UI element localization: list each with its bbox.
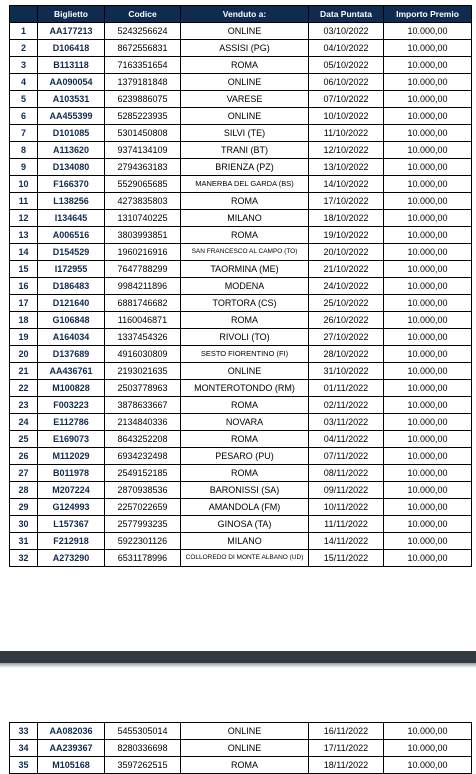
cell-prize: 10.000,00	[384, 227, 472, 244]
table-row	[10, 91, 472, 108]
cell-number: 28	[10, 482, 38, 499]
cell-code: 9374134109	[105, 142, 181, 159]
cell-code: 2870938536	[105, 482, 181, 499]
cell-sold-to: BRIENZA (PZ)	[181, 159, 309, 176]
cell-code: 2503778963	[105, 380, 181, 397]
cell-sold-to: ONLINE	[181, 740, 309, 757]
cell-date: 19/10/2022	[309, 227, 384, 244]
cell-prize: 10.000,00	[384, 550, 472, 567]
cell-date: 07/11/2022	[309, 448, 384, 465]
table-row	[10, 295, 472, 312]
cell-prize: 10.000,00	[384, 159, 472, 176]
cell-date: 01/11/2022	[309, 380, 384, 397]
table-row	[10, 757, 472, 774]
cell-date: 10/10/2022	[309, 108, 384, 125]
cell-sold-to: RIVOLI (TO)	[181, 329, 309, 346]
cell-prize: 10.000,00	[384, 499, 472, 516]
cell-ticket: A273290	[38, 550, 105, 567]
cell-prize: 10.000,00	[384, 210, 472, 227]
cell-ticket: D137689	[38, 346, 105, 363]
cell-number: 16	[10, 278, 38, 295]
page-break-bar	[0, 651, 476, 663]
cell-prize: 10.000,00	[384, 397, 472, 414]
cell-sold-to: TORTORA (CS)	[181, 295, 309, 312]
cell-ticket: D186483	[38, 278, 105, 295]
cell-prize: 10.000,00	[384, 482, 472, 499]
cell-prize: 10.000,00	[384, 295, 472, 312]
cell-date: 09/11/2022	[309, 482, 384, 499]
cell-ticket: F003223	[38, 397, 105, 414]
cell-ticket: M100828	[38, 380, 105, 397]
cell-code: 1379181848	[105, 74, 181, 91]
cell-ticket: L138256	[38, 193, 105, 210]
table-row	[10, 482, 472, 499]
cell-ticket: I172955	[38, 261, 105, 278]
cell-sold-to: ONLINE	[181, 23, 309, 40]
cell-sold-to: MILANO	[181, 533, 309, 550]
cell-number: 31	[10, 533, 38, 550]
cell-number: 15	[10, 261, 38, 278]
cell-ticket: G106848	[38, 312, 105, 329]
cell-date: 18/10/2022	[309, 210, 384, 227]
cell-ticket: D154529	[38, 244, 105, 261]
cell-sold-to: MONTEROTONDO (RM)	[181, 380, 309, 397]
cell-prize: 10.000,00	[384, 176, 472, 193]
cell-prize: 10.000,00	[384, 516, 472, 533]
table-row	[10, 312, 472, 329]
cell-number: 25	[10, 431, 38, 448]
cell-number: 32	[10, 550, 38, 567]
cell-sold-to: ROMA	[181, 397, 309, 414]
table-row	[10, 40, 472, 57]
cell-ticket: A113620	[38, 142, 105, 159]
cell-code: 6934232498	[105, 448, 181, 465]
cell-code: 3597262515	[105, 757, 181, 774]
cell-prize: 10.000,00	[384, 363, 472, 380]
table-row	[10, 397, 472, 414]
table-row	[10, 244, 472, 261]
cell-date: 14/10/2022	[309, 176, 384, 193]
cell-number: 12	[10, 210, 38, 227]
cell-ticket: B113118	[38, 57, 105, 74]
table-body-page-2	[10, 723, 472, 774]
cell-date: 31/10/2022	[309, 363, 384, 380]
cell-number: 6	[10, 108, 38, 125]
cell-code: 7647788299	[105, 261, 181, 278]
cell-ticket: I134645	[38, 210, 105, 227]
cell-date: 28/10/2022	[309, 346, 384, 363]
cell-sold-to: ROMA	[181, 757, 309, 774]
table-row	[10, 142, 472, 159]
cell-ticket: B011978	[38, 465, 105, 482]
table-row	[10, 448, 472, 465]
cell-date: 27/10/2022	[309, 329, 384, 346]
cell-date: 11/10/2022	[309, 125, 384, 142]
cell-sold-to: ROMA	[181, 57, 309, 74]
cell-code: 5922301126	[105, 533, 181, 550]
cell-number: 27	[10, 465, 38, 482]
cell-sold-to: MANERBA DEL GARDA (BS)	[181, 176, 309, 193]
cell-number: 14	[10, 244, 38, 261]
cell-number: 10	[10, 176, 38, 193]
cell-sold-to: COLLOREDO DI MONTE ALBANO (UD)	[181, 550, 309, 567]
table-row	[10, 278, 472, 295]
cell-ticket: AA090054	[38, 74, 105, 91]
cell-ticket: A103531	[38, 91, 105, 108]
cell-sold-to: PESARO (PU)	[181, 448, 309, 465]
cell-code: 8672556831	[105, 40, 181, 57]
cell-ticket: D106418	[38, 40, 105, 57]
cell-ticket: M112029	[38, 448, 105, 465]
cell-date: 15/11/2022	[309, 550, 384, 567]
cell-prize: 10.000,00	[384, 91, 472, 108]
cell-ticket: L157367	[38, 516, 105, 533]
cell-sold-to: ROMA	[181, 431, 309, 448]
cell-sold-to: SILVI (TE)	[181, 125, 309, 142]
cell-sold-to: SAN FRANCESCO AL CAMPO (TO)	[181, 244, 309, 261]
cell-date: 10/11/2022	[309, 499, 384, 516]
cell-code: 5285223935	[105, 108, 181, 125]
cell-number: 13	[10, 227, 38, 244]
cell-date: 26/10/2022	[309, 312, 384, 329]
cell-sold-to: ASSISI (PG)	[181, 40, 309, 57]
cell-code: 6881746682	[105, 295, 181, 312]
cell-date: 08/11/2022	[309, 465, 384, 482]
cell-prize: 10.000,00	[384, 346, 472, 363]
cell-ticket: D101085	[38, 125, 105, 142]
cell-code: 2193021635	[105, 363, 181, 380]
table-row	[10, 74, 472, 91]
cell-prize: 10.000,00	[384, 533, 472, 550]
table-row	[10, 108, 472, 125]
table-row	[10, 57, 472, 74]
cell-code: 5243256624	[105, 23, 181, 40]
cell-sold-to: ROMA	[181, 312, 309, 329]
cell-ticket: F212918	[38, 533, 105, 550]
cell-date: 11/11/2022	[309, 516, 384, 533]
cell-date: 18/11/2022	[309, 757, 384, 774]
cell-code: 6531178996	[105, 550, 181, 567]
cell-number: 22	[10, 380, 38, 397]
cell-number: 5	[10, 91, 38, 108]
cell-date: 17/10/2022	[309, 193, 384, 210]
table-row	[10, 227, 472, 244]
cell-code: 4916030809	[105, 346, 181, 363]
cell-prize: 10.000,00	[384, 40, 472, 57]
cell-prize: 10.000,00	[384, 448, 472, 465]
cell-code: 1160046871	[105, 312, 181, 329]
cell-code: 2794363183	[105, 159, 181, 176]
cell-ticket: M207224	[38, 482, 105, 499]
cell-date: 02/11/2022	[309, 397, 384, 414]
cell-code: 5529065685	[105, 176, 181, 193]
cell-ticket: G124993	[38, 499, 105, 516]
cell-sold-to: AMANDOLA (FM)	[181, 499, 309, 516]
cell-prize: 10.000,00	[384, 723, 472, 740]
cell-date: 17/11/2022	[309, 740, 384, 757]
cell-number: 2	[10, 40, 38, 57]
page-break-shadow	[0, 663, 476, 668]
cell-sold-to: ONLINE	[181, 363, 309, 380]
table-row	[10, 329, 472, 346]
table-row	[10, 346, 472, 363]
cell-number: 8	[10, 142, 38, 159]
cell-date: 14/11/2022	[309, 533, 384, 550]
cell-number: 18	[10, 312, 38, 329]
cell-prize: 10.000,00	[384, 740, 472, 757]
cell-ticket: E112786	[38, 414, 105, 431]
header-col-prize: Importo Premio	[384, 6, 472, 23]
cell-date: 04/11/2022	[309, 431, 384, 448]
cell-number: 11	[10, 193, 38, 210]
cell-prize: 10.000,00	[384, 57, 472, 74]
cell-sold-to: TAORMINA (ME)	[181, 261, 309, 278]
cell-prize: 10.000,00	[384, 261, 472, 278]
cell-prize: 10.000,00	[384, 757, 472, 774]
cell-number: 21	[10, 363, 38, 380]
cell-prize: 10.000,00	[384, 142, 472, 159]
cell-code: 7163351654	[105, 57, 181, 74]
cell-number: 4	[10, 74, 38, 91]
cell-prize: 10.000,00	[384, 380, 472, 397]
cell-prize: 10.000,00	[384, 125, 472, 142]
cell-prize: 10.000,00	[384, 23, 472, 40]
cell-sold-to: MODENA	[181, 278, 309, 295]
cell-code: 1310740225	[105, 210, 181, 227]
cell-code: 2134840336	[105, 414, 181, 431]
cell-ticket: M105168	[38, 757, 105, 774]
cell-code: 8280336698	[105, 740, 181, 757]
table-row	[10, 723, 472, 740]
cell-number: 30	[10, 516, 38, 533]
cell-ticket: AA436761	[38, 363, 105, 380]
cell-prize: 10.000,00	[384, 431, 472, 448]
cell-sold-to: TRANI (BT)	[181, 142, 309, 159]
cell-ticket: F166370	[38, 176, 105, 193]
cell-number: 19	[10, 329, 38, 346]
cell-date: 07/10/2022	[309, 91, 384, 108]
cell-prize: 10.000,00	[384, 465, 472, 482]
cell-code: 1337454326	[105, 329, 181, 346]
cell-sold-to: ONLINE	[181, 74, 309, 91]
cell-number: 3	[10, 57, 38, 74]
cell-number: 9	[10, 159, 38, 176]
cell-code: 3803993851	[105, 227, 181, 244]
cell-ticket: AA082036	[38, 723, 105, 740]
cell-ticket: AA239367	[38, 740, 105, 757]
table-row	[10, 125, 472, 142]
cell-code: 2257022659	[105, 499, 181, 516]
cell-code: 4273835803	[105, 193, 181, 210]
cell-sold-to: BARONISSI (SA)	[181, 482, 309, 499]
cell-code: 3878633667	[105, 397, 181, 414]
header-col-ticket: Biglietto	[38, 6, 105, 23]
table-row	[10, 499, 472, 516]
cell-sold-to: MILANO	[181, 210, 309, 227]
table-row	[10, 23, 472, 40]
cell-prize: 10.000,00	[384, 193, 472, 210]
cell-date: 16/11/2022	[309, 723, 384, 740]
cell-sold-to: ROMA	[181, 193, 309, 210]
header-col-date: Data Puntata	[309, 6, 384, 23]
table-row	[10, 533, 472, 550]
cell-ticket: AA177213	[38, 23, 105, 40]
cell-date: 21/10/2022	[309, 261, 384, 278]
cell-sold-to: ONLINE	[181, 723, 309, 740]
cell-date: 13/10/2022	[309, 159, 384, 176]
cell-prize: 10.000,00	[384, 414, 472, 431]
table-row	[10, 159, 472, 176]
cell-code: 5455305014	[105, 723, 181, 740]
cell-date: 03/10/2022	[309, 23, 384, 40]
cell-number: 34	[10, 740, 38, 757]
cell-sold-to: NOVARA	[181, 414, 309, 431]
cell-date: 03/11/2022	[309, 414, 384, 431]
header-row	[10, 6, 472, 23]
table-body-page-1	[10, 23, 472, 567]
cell-number: 35	[10, 757, 38, 774]
cell-number: 26	[10, 448, 38, 465]
table-row	[10, 176, 472, 193]
cell-ticket: D134080	[38, 159, 105, 176]
table-row	[10, 414, 472, 431]
winners-table-page-2	[9, 722, 472, 774]
cell-sold-to: ROMA	[181, 227, 309, 244]
winners-table-page-1	[9, 5, 472, 567]
cell-prize: 10.000,00	[384, 329, 472, 346]
cell-prize: 10.000,00	[384, 74, 472, 91]
cell-sold-to: VARESE	[181, 91, 309, 108]
cell-number: 20	[10, 346, 38, 363]
cell-number: 1	[10, 23, 38, 40]
cell-date: 20/10/2022	[309, 244, 384, 261]
table-header	[10, 6, 472, 23]
cell-ticket: A006516	[38, 227, 105, 244]
cell-code: 1960216916	[105, 244, 181, 261]
header-col-number	[10, 6, 38, 23]
table-row	[10, 465, 472, 482]
cell-date: 12/10/2022	[309, 142, 384, 159]
cell-number: 7	[10, 125, 38, 142]
table-row	[10, 550, 472, 567]
cell-code: 8643252208	[105, 431, 181, 448]
cell-prize: 10.000,00	[384, 312, 472, 329]
cell-code: 9984211896	[105, 278, 181, 295]
cell-prize: 10.000,00	[384, 244, 472, 261]
cell-number: 29	[10, 499, 38, 516]
cell-code: 2549152185	[105, 465, 181, 482]
header-col-code: Codice	[105, 6, 181, 23]
cell-date: 05/10/2022	[309, 57, 384, 74]
cell-sold-to: SESTO FIORENTINO (FI)	[181, 346, 309, 363]
cell-code: 6239886075	[105, 91, 181, 108]
cell-code: 5301450808	[105, 125, 181, 142]
header-col-sold-to: Venduto a:	[181, 6, 309, 23]
table-row	[10, 431, 472, 448]
cell-number: 24	[10, 414, 38, 431]
cell-ticket: E169073	[38, 431, 105, 448]
table-row	[10, 363, 472, 380]
cell-date: 06/10/2022	[309, 74, 384, 91]
table-row	[10, 516, 472, 533]
cell-sold-to: ONLINE	[181, 108, 309, 125]
cell-date: 04/10/2022	[309, 40, 384, 57]
cell-code: 2577993235	[105, 516, 181, 533]
cell-ticket: AA455399	[38, 108, 105, 125]
cell-ticket: A164034	[38, 329, 105, 346]
table-row	[10, 193, 472, 210]
table-row	[10, 210, 472, 227]
cell-number: 23	[10, 397, 38, 414]
table-row	[10, 380, 472, 397]
cell-number: 17	[10, 295, 38, 312]
cell-ticket: D121640	[38, 295, 105, 312]
cell-prize: 10.000,00	[384, 108, 472, 125]
cell-prize: 10.000,00	[384, 278, 472, 295]
cell-date: 25/10/2022	[309, 295, 384, 312]
cell-sold-to: GINOSA (TA)	[181, 516, 309, 533]
cell-date: 24/10/2022	[309, 278, 384, 295]
cell-number: 33	[10, 723, 38, 740]
cell-sold-to: ROMA	[181, 465, 309, 482]
table-row	[10, 261, 472, 278]
